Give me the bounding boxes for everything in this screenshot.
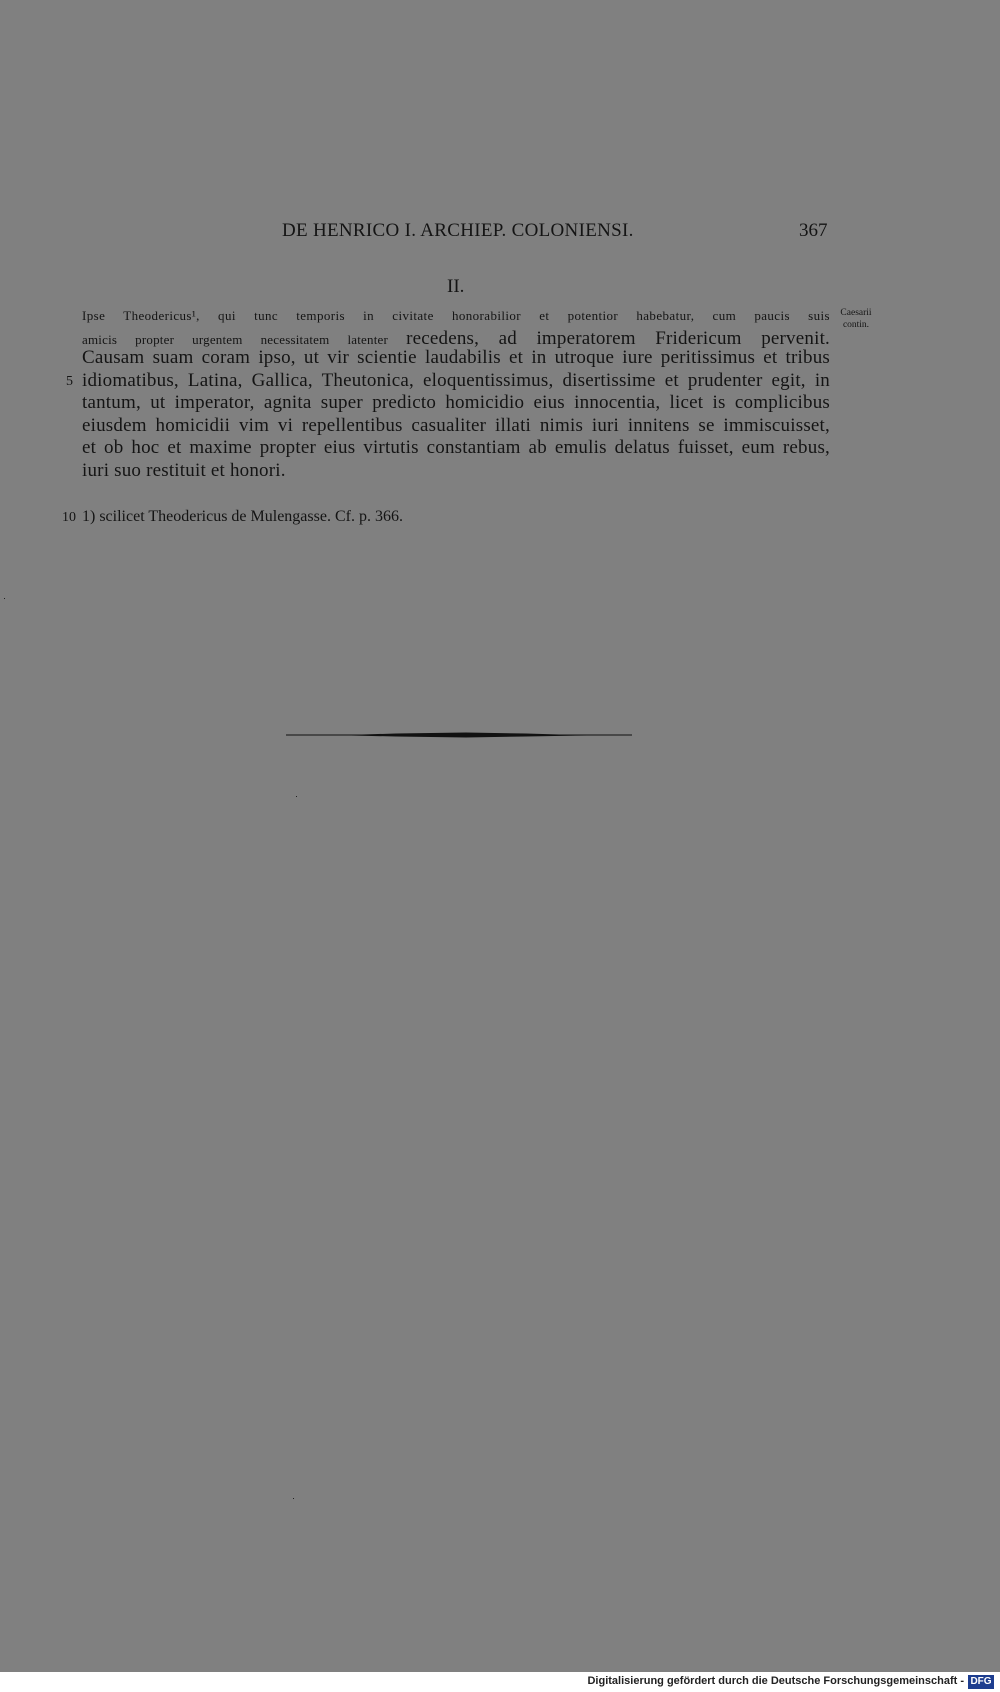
scan-speck [4,598,5,599]
scan-speck [293,1498,294,1499]
dfg-logo: DFG [968,1675,994,1689]
line-number-5: 5 [66,374,73,389]
page-number: 367 [799,220,828,241]
text-line-3: Causam suam coram ipso, ut vir scientie laudabilis et in utroque iure peritissimus et tribus [82,347,830,368]
text-line-2-large: recedens, ad imperatorem Fridericum pervenit. [406,328,830,349]
decorative-rule [286,732,632,735]
text-line-8: iuri suo restituit et honori. [82,460,286,481]
footer-credit: Digitalisierung gefördert durch die Deutsche Forschungsgemeinschaft - [587,1675,964,1687]
text-line-2-small: amicis propter urgentem necessitatem latenter [82,332,389,347]
text-line-1: Ipse Theodericus¹, qui tunc temporis in civitate honorabilior et potentior habebatur, cum paucis suis [82,308,830,323]
text-line-4: idiomatibus, Latina, Gallica, Theutonica, eloquentissimus, disertissime et prudenter egit, in [82,370,830,391]
line-number-10: 10 [62,510,76,525]
section-number: II. [447,276,465,297]
margin-note: Caesarii contin. [840,308,872,330]
footnote: 1) scilicet Theodericus de Mulengasse. Cf. p. 366. [82,508,403,525]
footer-bar [0,1672,1000,1692]
text-line-6: eiusdem homicidii vim vi repellentibus casualiter illati nimis iuri innitens se immiscuisset, [82,415,830,436]
scan-speck [296,796,297,797]
text-line-7: et ob hoc et maxime propter eius virtutis constantiam ab emulis delatus fuisset, eum rebus, [82,437,830,458]
running-head: DE HENRICO I. ARCHIEP. COLONIENSI. [282,220,634,241]
text-line-5: tantum, ut imperator, agnita super predicto homicidio eius innocentia, licet is complicibus [82,392,830,413]
